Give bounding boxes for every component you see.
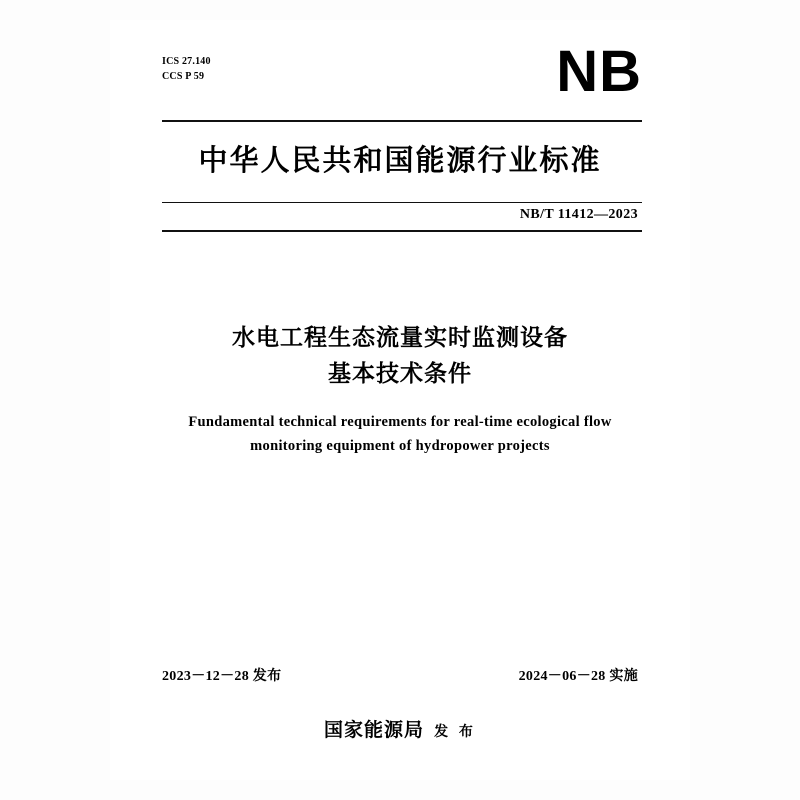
divider-top bbox=[162, 120, 642, 122]
divider-bottom bbox=[162, 230, 642, 232]
standard-number: NB/T 11412—2023 bbox=[519, 207, 638, 222]
document-title-cn-line2: 基本技术条件 bbox=[328, 361, 472, 387]
issue-date: 2023－12－28 发布 bbox=[162, 669, 282, 684]
divider-middle bbox=[162, 202, 642, 203]
nb-logo: NB bbox=[556, 39, 642, 104]
ccs-code: CCS P 59 bbox=[162, 71, 205, 82]
document-title-en bbox=[170, 410, 630, 458]
document-title-cn-line1: 水电工程生态流量实时监测设备 bbox=[232, 325, 568, 351]
issuer-verb: 发 布 bbox=[434, 724, 476, 740]
effective-date: 2024－06－28 实施 bbox=[518, 669, 638, 684]
document-title-cn bbox=[110, 320, 690, 392]
date-row bbox=[162, 665, 638, 685]
ics-code: ICS 27.140 bbox=[162, 56, 211, 67]
document-title-en-line2: monitoring equipment of hydropower projects bbox=[250, 438, 550, 454]
standard-cover-sheet bbox=[110, 20, 690, 780]
classification-block bbox=[162, 54, 211, 84]
issuer-name: 国家能源局 bbox=[324, 719, 425, 741]
issuing-authority bbox=[110, 715, 690, 742]
standard-series-title: 中华人民共和国能源行业标准 bbox=[198, 143, 602, 177]
document-title-en-line1: Fundamental technical requirements for real-time ecological flow bbox=[188, 414, 612, 430]
